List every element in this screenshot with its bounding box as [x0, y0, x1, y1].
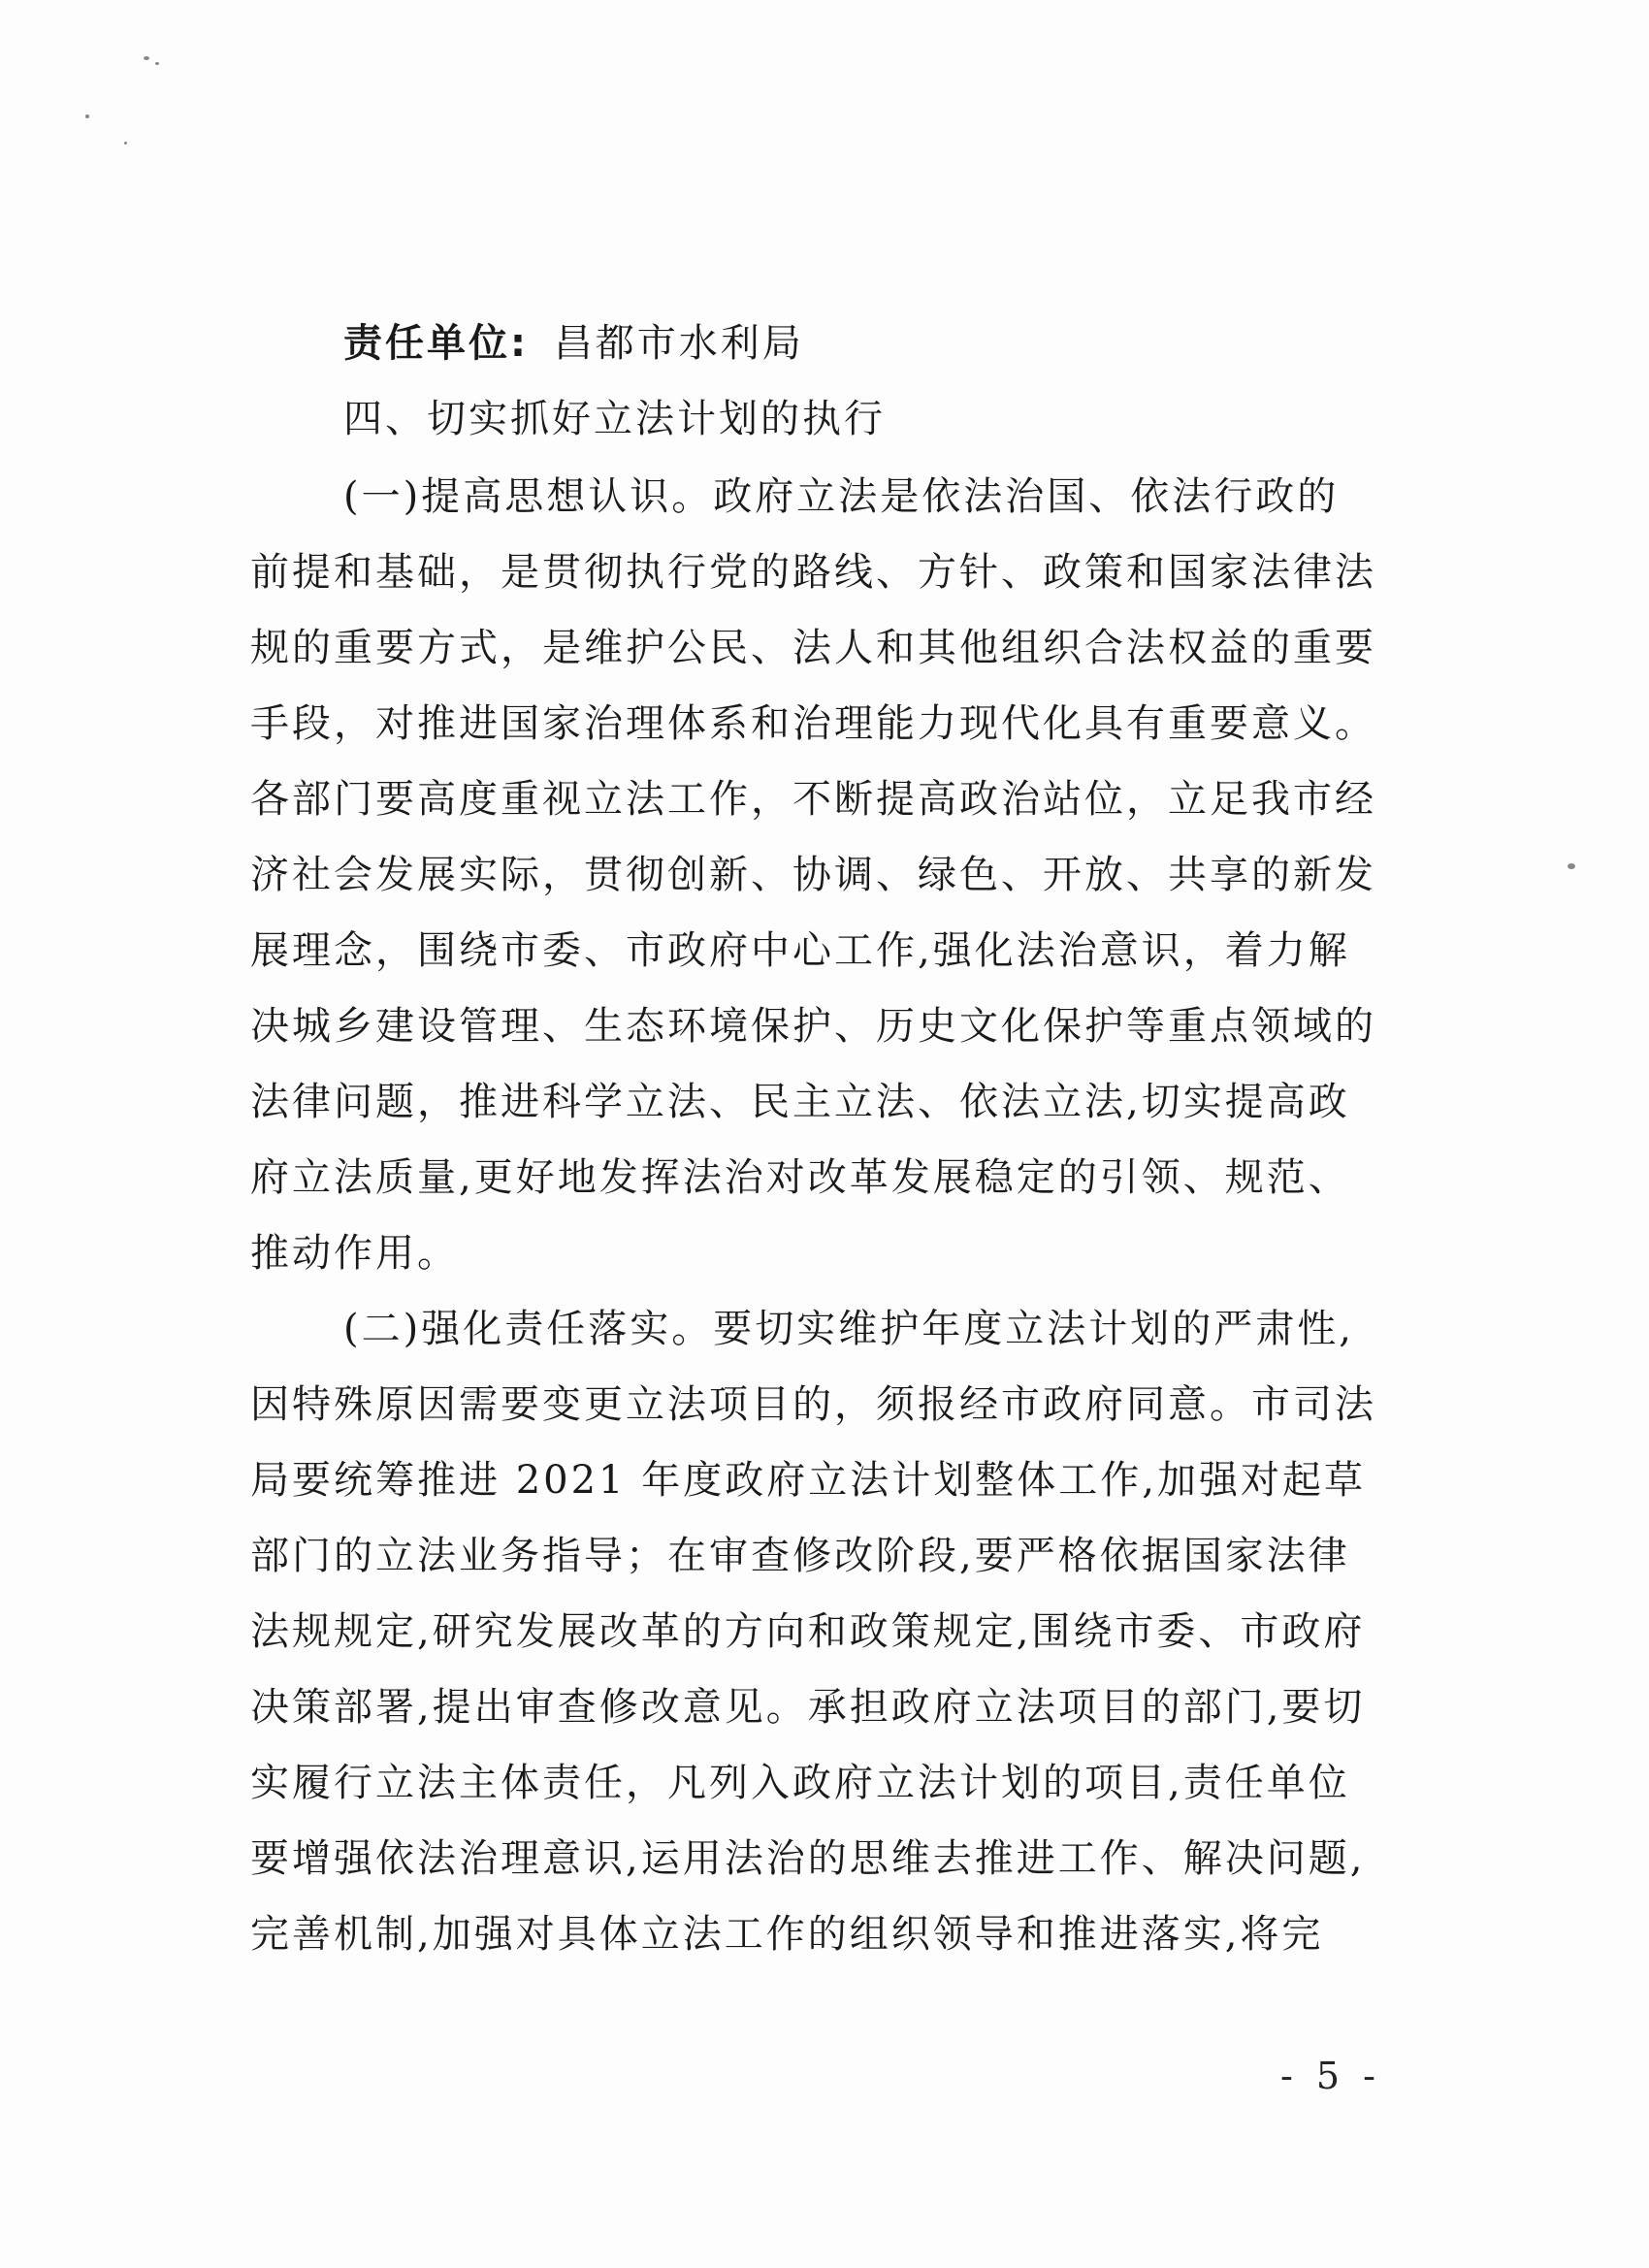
responsible-unit-label: 责任单位:: [343, 321, 529, 366]
para1-line-7: 展理念，围绕市委、市政府中心工作,强化法治意识，着力解: [250, 928, 1350, 973]
para2-line-1: [343, 1306, 1354, 1352]
para2-line-4: 部门的立法业务指导；在审查修改阶段,要严格依据国家法律: [250, 1534, 1350, 1578]
para2-line-5: 法规规定,研究发展改革的方向和政策规定,围绕市委、市政府: [250, 1609, 1366, 1654]
para1-line-1: [343, 473, 1339, 520]
para1-line-11: 推动作用。: [250, 1231, 459, 1276]
para1-line-6: 济社会发展实际，贯彻创新、协调、绿色、开放、共享的新发: [250, 853, 1376, 897]
para2-label: (二)强化责任落实。: [343, 1307, 714, 1351]
scan-speck: [124, 142, 127, 145]
para1-label: (一)提高思想认识。: [343, 474, 714, 519]
para1-line-4: 手段，对推进国家治理体系和治理能力现代化具有重要意义。: [250, 701, 1376, 746]
para2-line-2: 因特殊原因需要变更立法项目的，须报经市政府同意。市司法: [250, 1382, 1376, 1427]
scan-speck: [155, 62, 159, 65]
para2-line-9: 完善机制,加强对具体立法工作的组织领导和推进落实,将完: [250, 1912, 1324, 1957]
responsible-unit-value: 昌都市水利局: [553, 321, 804, 366]
para1-line-3: 规的重要方式，是维护公民、法人和其他组织合法权益的重要: [250, 626, 1376, 670]
para1-line-9: 法律问题，推进科学立法、民主立法、依法立法,切实提高政: [250, 1080, 1350, 1124]
scan-speck: [144, 56, 149, 60]
para1-text: 政府立法是依法治国、依法行政的: [713, 474, 1340, 519]
para2-line-6: 决策部署,提出审查修改意见。承担政府立法项目的部门,要切: [250, 1685, 1366, 1730]
section-heading: 四、切实抓好立法计划的执行: [343, 397, 886, 441]
para2-line-8: 要增强依法治理意识,运用法治的思维去推进工作、解决问题,: [250, 1836, 1366, 1881]
para2-line-3: 局要统筹推进 2021 年度政府立法计划整体工作,加强对起草: [250, 1458, 1366, 1503]
responsible-unit-line: [343, 320, 804, 367]
para2-line-7: 实履行立法主体责任，凡列入政府立法计划的项目,责任单位: [250, 1761, 1350, 1805]
para2-text: 要切实维护年度立法计划的严肃性,: [713, 1307, 1354, 1351]
scan-speck: [1568, 863, 1575, 869]
para1-line-8: 决城乡建设管理、生态环境保护、历史文化保护等重点领域的: [250, 1004, 1376, 1049]
para1-line-10: 府立法质量,更好地发挥法治对改革发展稳定的引领、规范、: [250, 1155, 1350, 1200]
scan-speck: [85, 114, 89, 118]
para1-line-5: 各部门要高度重视立法工作，不断提高政治站位，立足我市经: [250, 777, 1376, 822]
page-number: - 5 -: [1280, 2055, 1382, 2097]
para1-line-2: 前提和基础，是贯彻执行党的路线、方针、政策和国家法律法: [250, 550, 1376, 595]
